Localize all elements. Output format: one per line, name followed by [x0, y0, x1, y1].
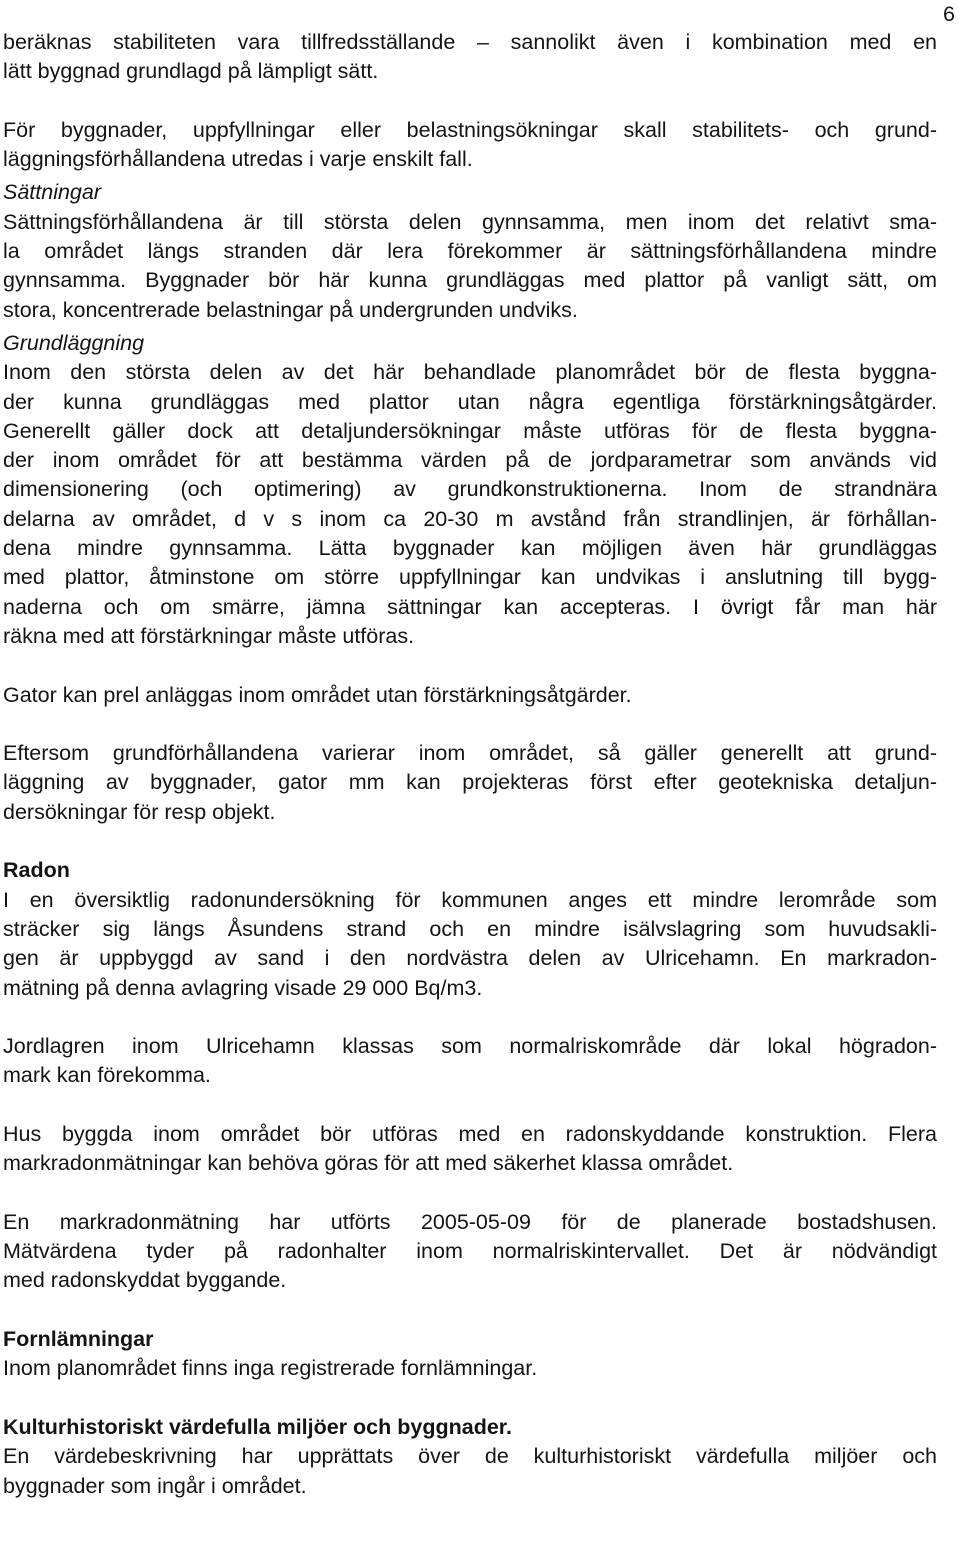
text-line: beräknas stabiliteten vara tillfredsställande – sannolikt även i kombination med en — [3, 30, 937, 54]
text-line: Inom planområdet finns inga registrerade fornlämningar. — [3, 1356, 538, 1381]
paragraph-fornlamningar — [3, 1354, 937, 1383]
text-line: sträcker sig längs Åsundens strand och en mindre isälvslagring som huvudsakli- — [3, 916, 937, 941]
text-line: Eftersom grundförhållandena varierar inom området, så gäller generellt att grund- — [3, 741, 937, 766]
paragraph-kulturhistoriskt — [3, 1442, 937, 1501]
page-number: 6 — [943, 2, 955, 26]
text-line: la området längs stranden där lera förekommer är sättningsförhållandena mindre — [3, 239, 937, 264]
text-line: markradonmätningar kan behöva göras för att med säkerhet klassa området. — [3, 1151, 734, 1176]
text-line: naderna och om smärre, jämna sättningar kan accepteras. I övrigt får man här — [3, 594, 937, 619]
text-line: med plattor, åtminstone om större uppfyllningar kan undvikas i anslutning till bygg- — [3, 565, 937, 590]
text-line: En värdebeskrivning har upprättats över de kulturhistoriskt värdefulla miljöer och — [3, 1444, 937, 1469]
heading-grundlaggning: Grundläggning — [3, 330, 145, 355]
heading-kulturhistoriskt: Kulturhistoriskt värdefulla miljöer och byggnader. — [3, 1414, 512, 1439]
paragraph-eftersom — [3, 739, 937, 827]
text-line: läggningsförhållandena utredas i varje enskilt fall. — [3, 147, 473, 172]
text-line: delarna av området, d v s inom ca 20-30 m avstånd från strandlinjen, är förhållan- — [3, 506, 937, 531]
text-line: dena mindre gynnsamma. Lätta byggnader kan möjligen även här grundläggas — [3, 536, 937, 561]
text-line: Generellt gäller dock att detaljundersökningar måste utföras för de flesta byggna- — [3, 418, 937, 443]
document-page — [3, 28, 937, 1501]
text-line: mätning på denna avlagring visade 29 000 Bq/m3. — [3, 975, 483, 1000]
paragraph-sattningar — [3, 208, 937, 325]
text-line: Mätvärdena tyder på radonhalter inom normalriskintervallet. Det är nödvändigt — [3, 1239, 937, 1264]
heading-radon: Radon — [3, 858, 70, 883]
paragraph-grundlaggning — [3, 358, 937, 651]
text-line: Gator kan prel anläggas inom området utan förstärkningsåtgärder. — [3, 682, 632, 707]
text-line: Sättningsförhållandena är till största delen gynnsamma, men inom det relativt sma- — [3, 209, 937, 234]
heading-fornlamningar: Fornlämningar — [3, 1327, 154, 1352]
paragraph-hus — [3, 1120, 937, 1179]
text-line: gynnsamma. Byggnader bör här kunna grundläggas med plattor på vanligt sätt, om — [3, 268, 937, 293]
text-line: Inom den största delen av det här behandlade planområdet bör de flesta byggna- — [3, 360, 937, 385]
text-line: räkna med att förstärkningar måste utföras. — [3, 623, 415, 648]
text-line: I en översiktlig radonundersökning för kommunen anges ett mindre lerområde som — [3, 887, 937, 912]
text-line: Jordlagren inom Ulricehamn klassas som normalriskområde där lokal högradon- — [3, 1034, 937, 1059]
text-line: gen är uppbyggd av sand i den nordvästra delen av Ulricehamn. En markradon- — [3, 946, 937, 971]
paragraph-radon — [3, 886, 937, 1003]
paragraph-markradon — [3, 1208, 937, 1296]
paragraph-gator — [3, 681, 937, 710]
text-line: der inom området för att bestämma värden på de jordparametrar som används vid — [3, 448, 937, 473]
text-line: Hus byggda inom området bör utföras med en radonskyddande konstruktion. Flera — [3, 1121, 937, 1146]
paragraph-investigation — [3, 116, 937, 175]
heading-sattningar: Sättningar — [3, 180, 102, 205]
text-line: mark kan förekomma. — [3, 1063, 211, 1088]
text-line: En markradonmätning har utförts 2005-05-09 för de planerade bostadshusen. — [3, 1209, 937, 1234]
paragraph-stability — [3, 28, 937, 87]
text-line: med radonskyddat byggande. — [3, 1268, 287, 1293]
text-line: byggnader som ingår i området. — [3, 1473, 307, 1498]
paragraph-jordlagren — [3, 1032, 937, 1091]
text-line: stora, koncentrerade belastningar på undergrunden undviks. — [3, 297, 578, 322]
text-line: dimensionering (och optimering) av grundkonstruktionerna. Inom de strandnära — [3, 477, 937, 502]
text-line: der kunna grundläggas med plattor utan några egentliga förstärkningsåtgärder. — [3, 389, 937, 414]
text-line: För byggnader, uppfyllningar eller belastningsökningar skall stabilitets- och grund- — [3, 117, 937, 142]
text-line: läggning av byggnader, gator mm kan projekteras först efter geotekniska detaljun- — [3, 770, 937, 795]
text-line: lätt byggnad grundlagd på lämpligt sätt. — [3, 59, 379, 84]
text-line: dersökningar för resp objekt. — [3, 799, 276, 824]
